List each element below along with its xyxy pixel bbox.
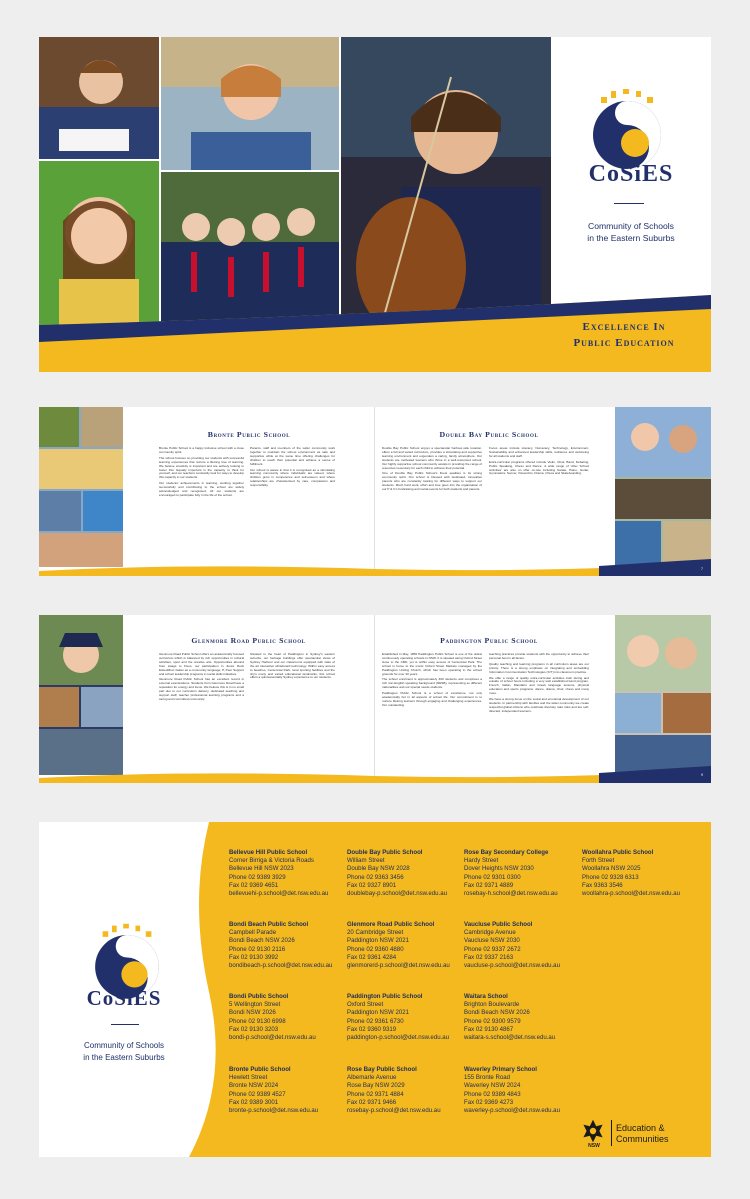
contact-email-link[interactable]: woollahra-p.school@det.nsw.edu.au — [582, 890, 680, 898]
paragraph: The school enrolment is approximately 300 students and comprises a rich non-English speaking background (NESB), representing so different nationalities and our special needs students. — [382, 677, 482, 690]
slogan-line-1: Excellence In — [582, 321, 666, 333]
nsw-abbr: NSW — [588, 1143, 600, 1149]
contact-school-name: Bondi Public School — [229, 993, 289, 1000]
contact-line: Vaucluse NSW 2030 — [464, 937, 520, 945]
contact-email-link[interactable]: waitara-s.school@det.nsw.edu.au — [464, 1034, 556, 1042]
page-number: 7 — [701, 567, 703, 571]
contact-line: Phone 02 9371 4884 — [347, 1090, 404, 1098]
contact-block — [347, 849, 457, 898]
contact-line: Brighton Boulevarde — [464, 1001, 520, 1009]
contact-line: Fax 02 9361 4284 — [347, 953, 397, 961]
contact-school-name: Bellevue Hill Public School — [229, 849, 308, 856]
contact-block — [347, 921, 457, 970]
contact-line: Bronte NSW 2024 — [229, 1082, 279, 1090]
contact-school-name: Bronte Public School — [229, 1066, 291, 1073]
contact-school-name: Double Bay Public School — [347, 849, 423, 856]
bronte-title: Bronte Public School — [207, 430, 291, 439]
contact-line: 20 Cambridge Street — [347, 929, 404, 937]
contact-line: Woollahra NSW 2025 — [582, 865, 641, 873]
contact-line: Phone 02 9361 6730 — [347, 1017, 404, 1025]
paragraph: Bronte Public School is a happy inclusive school with a close community spirit. — [159, 446, 244, 454]
spread-bronte-doublebay — [39, 407, 711, 576]
contact-line: Corner Birriga & Victoria Roads — [229, 857, 314, 865]
paragraph: We offer a range of quality extra-curricular activities both during and outside of school hours including a very well established band program, French, Italian, Mandarin and Greek language lessons, physical education and sports programs, dance, drama, choir, chess and many more. — [489, 675, 589, 696]
paddington-photo-collage — [615, 615, 711, 775]
brand-name: CoSiES — [588, 161, 674, 187]
spread-fold — [374, 407, 375, 576]
contact-email-link[interactable]: bronte-p.school@det.nsw.edu.au — [229, 1107, 319, 1115]
contact-line: Phone 02 9300 9579 — [464, 1017, 521, 1025]
page-number: 9 — [701, 773, 703, 777]
paragraph: Extra-curricular programs offered include Violin, Choir, Band, Debating, Public Speaking, Chess and Dance. A wide range of 'After School Activities' are also on offer on-site including Karate, Piano, Guitar, Gymnastics, Soccer, Visual Arts, Drama, Chess and Skateboarding. — [489, 459, 589, 476]
contact-school-name: Bondi Beach Public School — [229, 921, 309, 928]
contact-line: Waverley NSW 2024 — [464, 1082, 521, 1090]
contact-line: Fax 02 9371 9466 — [347, 1098, 397, 1106]
paragraph: Our school is aware in that it is recognised as a stimulating learning community where individuals are valued, where children grow in competence and self-esteem and where relationships are characterised by care, compassion and responsibility. — [250, 467, 335, 488]
glenmore-photo-collage — [39, 615, 123, 775]
paragraph: Glenmore Road Public School offers an academically focused curriculum which is balanced by rich opportunities in cultural activities, sport and the creative arts. Opportunities abound from swags to Fives, our participation in Junior Rock Eisteddfod, Italian as a community language, P, Peer Support and school leadership programs in social skills initiatives. — [159, 652, 244, 676]
contact-line: Fax 9363 3546 — [582, 881, 623, 889]
contact-line: Fax 02 9130 3203 — [229, 1025, 279, 1033]
contact-block — [464, 921, 574, 970]
paragraph: teaching practices provide students with the opportunity to achieve their personal best in all facets. — [489, 652, 589, 660]
contact-line: Double Bay NSW 2028 — [347, 865, 410, 873]
brand-divider — [614, 203, 644, 204]
contact-line: Bondi Beach NSW 2026 — [229, 937, 295, 945]
glenmore-col-2 — [250, 653, 335, 682]
doublebay-photo-collage — [615, 407, 711, 567]
contact-block — [464, 849, 574, 898]
contact-line: Fax 02 9327 8901 — [347, 881, 397, 889]
paragraph: Focus areas include Literacy, Numeracy, Technology, Environment, Sustainability and enhanced leadership skills, resilience and well-being for all students and staff. — [489, 446, 589, 458]
contact-school-name: Rose Bay Public School — [347, 1066, 417, 1073]
doublebay-title: Double Bay Public School — [439, 430, 539, 439]
back-brand-divider — [111, 1024, 139, 1025]
contact-line: Paddington NSW 2021 — [347, 937, 409, 945]
nsw-logo — [581, 1118, 706, 1150]
contact-line: Forth Street — [582, 857, 615, 865]
paragraph: Glenmore Road Public School has an excellent record in external examinations. Students from Glenmore Road have a reputation for energy and focus. We believe this is in no small part due to our curriculum delivery, dedicated teaching and support staff, teacher professional learning programs and a caring and committed community. — [159, 677, 244, 701]
contact-block — [464, 993, 574, 1042]
contact-line: Dover Heights NSW 2030 — [464, 865, 534, 873]
paddington-title: Paddington Public School — [440, 636, 538, 645]
contact-email-link[interactable]: rosebay-p.school@det.nsw.edu.au — [347, 1107, 441, 1115]
contact-line: Bondi Beach NSW 2026 — [464, 1009, 530, 1017]
contact-email-link[interactable]: bondibeach-p.school@det.nsw.edu.au — [229, 962, 333, 970]
contact-line: Paddington NSW 2021 — [347, 1009, 409, 1017]
contact-school-name: Glenmore Road Public School — [347, 921, 435, 928]
contact-block — [347, 993, 457, 1042]
contact-line: Hewlett Street — [229, 1074, 268, 1082]
paragraph: We have a strong focus on the social and emotional development of our students. In partnership with families and the wider community we create respectful global citizens who celebrate diversity, take risks and are self-directed, independent learners. — [489, 697, 589, 713]
nsw-line-2: Communities — [616, 1134, 669, 1144]
bronte-col-1 — [159, 447, 244, 500]
contact-line: Phone 02 9360 4880 — [347, 945, 404, 953]
paragraph: Parents, staff and members of the wider community work together to maintain the school environment as safe and supportive while at the same time offering challenges for children to reach their potential and achieve a sense of fulfilment. — [250, 446, 335, 466]
contact-line: Bondi NSW 2026 — [229, 1009, 276, 1017]
tagline-2: in the Eastern Suburbs — [587, 233, 675, 243]
glenmore-title: Glenmore Road Public School — [191, 636, 306, 645]
contact-line: Rose Bay NSW 2029 — [347, 1082, 405, 1090]
contact-line: Phone 02 9337 2672 — [464, 945, 521, 953]
contact-block — [347, 1066, 457, 1115]
back-tagline-1: Community of Schools — [83, 1041, 165, 1050]
contact-school-name: Waverley Primary School — [464, 1066, 537, 1073]
contact-line: Fax 02 9389 3001 — [229, 1098, 279, 1106]
contact-school-name: Rose Bay Secondary College — [464, 849, 549, 856]
paddington-col-1 — [382, 653, 482, 710]
paragraph: Double Bay Public School enjoys a spectacular harbour-side location, offers a full and varied curriculum, provides a stimulating and supportive learning environment and engenders a caring, family atmosphere. Our students are motivated learners who thrive in a well-resourced school. Our highly supportive school community assists in providing the range of resources necessary for each child to achieve their potential. — [382, 446, 482, 470]
contact-email-link[interactable]: doublebay-p.school@det.nsw.edu.au — [347, 890, 448, 898]
contact-line: Fax 02 9360 9319 — [347, 1025, 397, 1033]
contact-block — [582, 849, 692, 898]
contact-email-link[interactable]: rosebay-h.school@det.nsw.edu.au — [464, 890, 558, 898]
contact-line: Fax 02 9371 4889 — [464, 881, 514, 889]
contact-email-link[interactable]: paddington-p.school@det.nsw.edu.au — [347, 1034, 450, 1042]
contact-line: Bellevue Hill NSW 2023 — [229, 865, 294, 873]
paragraph: One of Double Bay Public School's finest qualities is its strong community spirit. Our school is blessed with dedicated, innovative parents who are constantly looking for different ways to support our students. Much hard work, effort and love goes into the organisation of our P & C's fundraising and social events for both students and parents. — [382, 471, 482, 492]
contact-email-link[interactable]: bondi-p.school@det.nsw.edu.au — [229, 1034, 316, 1042]
contact-line: Phone 02 9389 3929 — [229, 873, 286, 881]
contact-email-link[interactable]: bellevuehi-p.school@det.nsw.edu.au — [229, 890, 329, 898]
photo-boy-cello — [341, 37, 551, 327]
contact-email-link[interactable]: glenmorerd-p.school@det.nsw.edu.au — [347, 962, 450, 970]
spread-wave — [39, 557, 711, 576]
bronte-photo-collage — [39, 407, 123, 567]
cover-panel — [39, 37, 711, 372]
glenmore-col-1 — [159, 653, 244, 704]
contact-school-name: Woollahra Public School — [582, 849, 654, 856]
doublebay-col-2 — [489, 447, 589, 478]
paragraph: The school focuses on providing our students with successful learning experiences that nurture a lifelong love of learning. We believe creativity is important and are actively looking to foster this. Equally important is the capacity to think for yourself, and our teachers constantly look for ways to develop this capacity in our students. — [159, 455, 244, 480]
contact-line: William Street — [347, 857, 385, 865]
contact-line: Campbell Parade — [229, 929, 277, 937]
slogan-line-2: Public Education — [573, 337, 675, 349]
contact-line: Fax 02 9130 4867 — [464, 1025, 514, 1033]
paragraph: Our students' achievements in learning, working together successfully and contributing to the school are widely acknowledged and recognised. All our students are encouraged to participate fully in the life of the school. — [159, 481, 244, 497]
contact-email-link[interactable]: waverley-p.school@det.nsw.edu.au — [464, 1107, 560, 1115]
contact-line: Albemarle Avenue — [347, 1074, 397, 1082]
paragraph: Established in May, 1856 Paddington Public School is one of the oldest continuously operating schools in NSW. It is situated along Oxford Street close to the CBD, yet is within easy access of Centennial Park. The school is home to the iconic Oxford Street Markets managed by the Paddington Uniting Church, which has been operating in the school grounds for over 40 years. — [382, 652, 482, 676]
spread-fold — [374, 615, 375, 783]
spread-wave — [39, 764, 711, 783]
contact-email-link[interactable]: vaucluse-p.school@det.nsw.edu.au — [464, 962, 560, 970]
contact-line: Fax 02 9337 2163 — [464, 953, 514, 961]
contact-block — [229, 1066, 339, 1115]
contact-line: 155 Bronte Road — [464, 1074, 511, 1082]
contact-line: Oxford Street — [347, 1001, 384, 1009]
contact-line: Phone 02 9363 3456 — [347, 873, 404, 881]
spread-glenmore-paddington — [39, 615, 711, 783]
back-brand-name: CoSiES — [86, 986, 162, 1010]
contact-block — [229, 849, 339, 898]
contact-line: 5 Wellington Street — [229, 1001, 281, 1009]
contact-school-name: Waitara School — [464, 993, 508, 1000]
contact-line: Hardy Street — [464, 857, 499, 865]
contact-line: Fax 02 9369 4651 — [229, 881, 279, 889]
nsw-line-1: Education & — [616, 1123, 665, 1133]
back-cover-contacts — [39, 822, 711, 1157]
contact-block — [229, 921, 339, 970]
contact-line: Phone 02 9389 4843 — [464, 1090, 521, 1098]
paragraph: Quality teaching and learning programs in all curriculum areas are our priority. There is a strong emphasis on integrating and embedding Information Communication Technologies (ICT) into classroom practice. — [489, 661, 589, 674]
paragraph: Paddington Public School is a school of excellence, not only academically but in all aspects of school life. Our commitment is to nurture lifelong learners through engaging and challenging experiences. Our outstanding — [382, 691, 482, 707]
contact-block — [229, 993, 339, 1042]
contact-block — [464, 1066, 574, 1115]
contact-school-name: Paddington Public School — [347, 993, 423, 1000]
paddington-col-2 — [489, 653, 589, 716]
tagline-1: Community of Schools — [588, 221, 674, 231]
doublebay-col-1 — [382, 447, 482, 494]
contact-line: Phone 02 9389 4527 — [229, 1090, 286, 1098]
contact-line: Cambridge Avenue — [464, 929, 516, 937]
contact-line: Fax 02 9130 3992 — [229, 953, 279, 961]
bronte-col-2 — [250, 447, 335, 490]
contact-line: Phone 02 9301 0300 — [464, 873, 521, 881]
contact-line: Phone 02 9130 6998 — [229, 1017, 286, 1025]
photo-boy-writing — [39, 37, 159, 159]
contact-line: Phone 02 9328 6313 — [582, 873, 639, 881]
contact-line: Fax 02 9369 4273 — [464, 1098, 514, 1106]
contact-line: Phone 02 9130 2116 — [229, 945, 286, 953]
back-tagline-2: in the Eastern Suburbs — [83, 1053, 165, 1062]
contact-school-name: Vaucluse Public School — [464, 921, 533, 928]
paragraph: Situated in the heart of Paddington in Sydney's eastern suburbs, our heritage buildings offer spectacular views of Sydney Harbour and our classrooms equipped with state of the art interactive whiteboard technology. Within easy access to beaches, Centennial Park, local sporting facilities and the city's many and varied educational landmarks, this school offers a quintessentially Sydney experience to our students. — [250, 652, 335, 680]
nsw-divider — [611, 1120, 612, 1146]
photo-girl-reading — [161, 37, 339, 170]
